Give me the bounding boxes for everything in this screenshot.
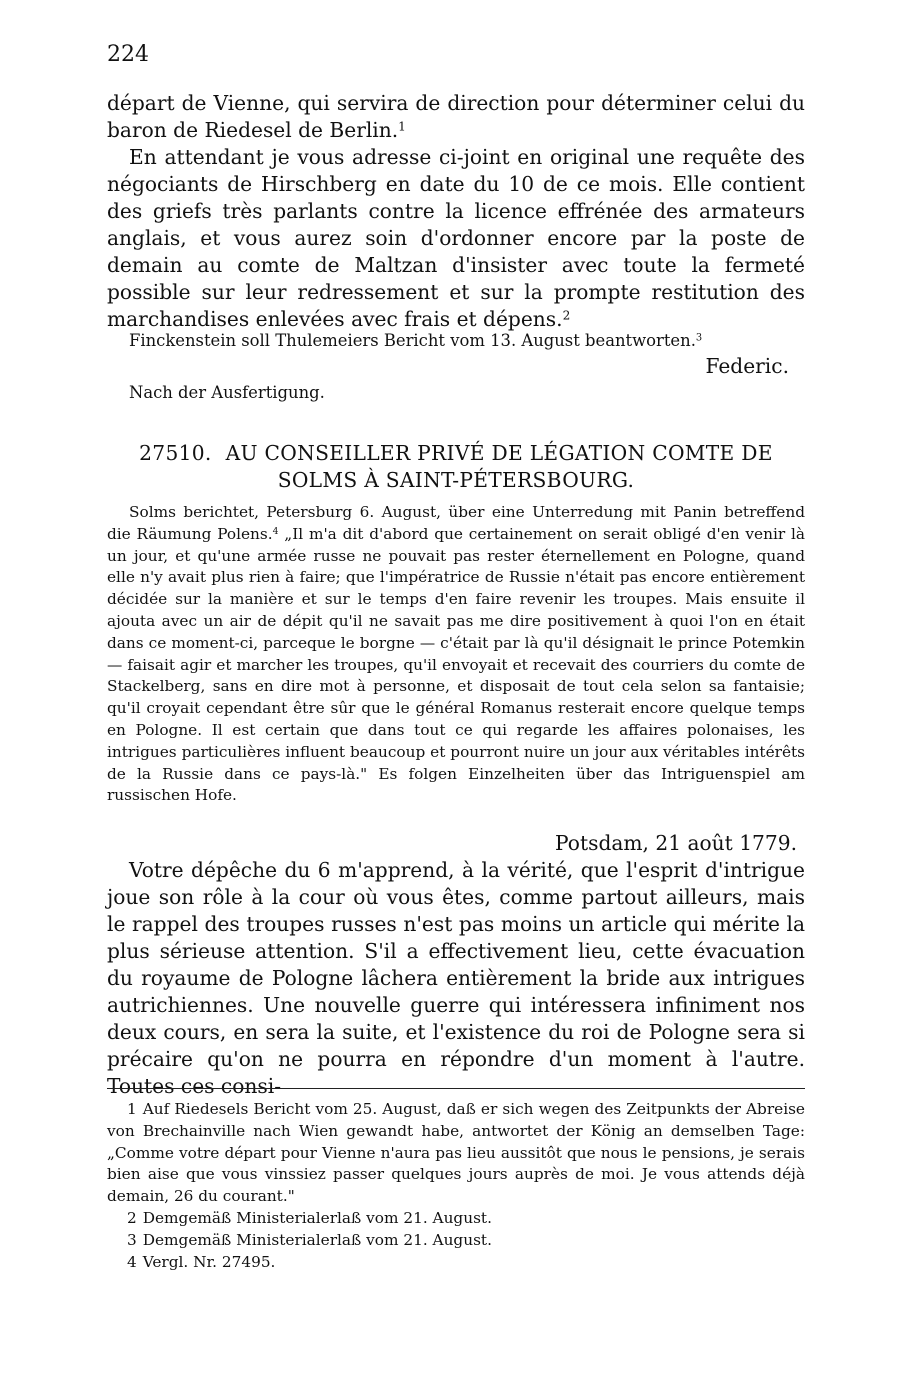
- heading-title: AU CONSEILLER PRIVÉ DE LÉGATION COMTE DE: [225, 441, 773, 465]
- dateline: Potsdam, 21 août 1779.: [555, 831, 797, 855]
- letter-heading: [107, 440, 805, 494]
- source-note: Nach der Ausfertigung.: [129, 383, 325, 402]
- summary-quote: „Il m'a dit d'abord que certainement on serait obligé d'en venir là un jour, et qu'une armée russe ne pouvait pas rester éternellement en Pologne, quand elle n'y avait plus rien à faire; que l'impératrice de Russie n'était pas encore entièrement décidée sur la manière et sur le temps d'en faire revenir les troupes. Mais ensuite il ajouta avec un air de dépit qu'il ne savait pas me dire positivement à quoi l'on en était dans ce moment-ci, parceque le borgne — c'était par là qu'il désignait le prince Potemkin — faisait agir et marcher les troupes, qu'il envoyait et recevait des courriers du comte de Stackelberg, sans en dire mot à personne, et disposait de tout cela selon sa fantaisie; qu'il croyait cependant être sûr que le général Romanus resterait encore quelque temps en Pologne. Il est certain que dans tout ce qui regarde les affaires polonaises, les intrigues particulières influent beaucoup et pourront nuire un jour aux véritables intérêts de la Russie dans ce pays-là." Es folgen Einzelheiten über das Intriguenspiel am russischen Hofe.: [107, 524, 805, 805]
- page-number: 224: [107, 42, 149, 67]
- heading-line-1: [107, 440, 805, 467]
- footnote-text: Demgemäß Ministerialerlaß vom 21. August.: [142, 1208, 492, 1227]
- footnote-ref[interactable]: 3: [695, 332, 703, 344]
- summary-intro: Solms berichtet, Petersburg 6. August, über eine Unterredung mit Panin betreffend die Räumung Polens.: [107, 503, 805, 543]
- opening-paragraph: [107, 90, 805, 144]
- footnote-3: [107, 1230, 805, 1252]
- letter-body: Votre dépêche du 6 m'apprend, à la vérité, que l'esprit d'intrigue joue son rôle à la cour où vous êtes, comme partout ailleurs, mais le rappel des troupes russes n'est pas moins un article qui mérite la plus sérieuse attention. S'il a effectivement lieu, cette évacuation du royaume de Pologne lâchera entièrement la bride aux intrigues autrichiennes. Une nouvelle guerre qui intéressera infiniment nos deux cours, en sera la suite, et l'existence du roi de Pologne sera si précaire qu'on ne pourra en répondre d'un moment à l'autre. Toutes ces consi-: [107, 858, 805, 1098]
- letter-summary: [107, 502, 805, 807]
- footnote-mark: 3: [127, 1230, 137, 1249]
- footnote-separator: [107, 1088, 805, 1089]
- footnote-ref[interactable]: 4: [272, 525, 279, 537]
- footnote-mark: 4: [127, 1252, 137, 1271]
- footnote-mark: 2: [127, 1208, 137, 1227]
- heading-line-2: SOLMS À SAINT-PÉTERSBOURG.: [277, 468, 635, 492]
- footnote-4: [107, 1252, 805, 1274]
- footnote-1: [107, 1099, 805, 1208]
- footnote-text: Vergl. Nr. 27495.: [142, 1252, 276, 1271]
- letter-number: 27510.: [139, 441, 212, 465]
- signature: Federic.: [705, 354, 789, 378]
- opening-text: départ de Vienne, qui servira de direction pour déterminer celui du baron de Riedesel de Berlin.: [107, 91, 805, 142]
- instruction-text: Finckenstein soll Thulemeiers Bericht vom 13. August beantworten.: [129, 331, 696, 350]
- footnote-ref[interactable]: 2: [562, 308, 571, 323]
- footnote-text: Auf Riedesels Bericht vom 25. August, daß er sich wegen des Zeitpunkts der Abreise von Brechainville nach Wien gewandt habe, antwortet der König an demselben Tage: „Comme votre départ pour Vienne n'aura pas lieu aussitôt que nous le pensions, je serais bien aise que vous vinssiez passer quelques jours auprès de moi. Je vous attends déjà demain, 26 du courant.": [107, 1100, 805, 1206]
- footnotes: [107, 1099, 805, 1273]
- footnote-ref[interactable]: 1: [398, 119, 406, 134]
- request-paragraph: [107, 144, 805, 333]
- request-text: En attendant je vous adresse ci-joint en original une requête des négociants de Hirschberg en date du 10 de ce mois. Elle contient des griefs très parlants contre la licence effrénée des armateurs anglais, et vous aurez soin d'ordonner encore par la poste de demain au comte de Maltzan d'insister avec toute la fermeté possible sur leur redressement et sur la prompte restitution des marchandises enlevées avec frais et dépens.: [107, 145, 805, 331]
- instruction-note: [107, 330, 805, 352]
- footnote-mark: 1: [127, 1100, 137, 1118]
- footnote-text: Demgemäß Ministerialerlaß vom 21. August.: [142, 1230, 492, 1249]
- footnote-2: [107, 1208, 805, 1230]
